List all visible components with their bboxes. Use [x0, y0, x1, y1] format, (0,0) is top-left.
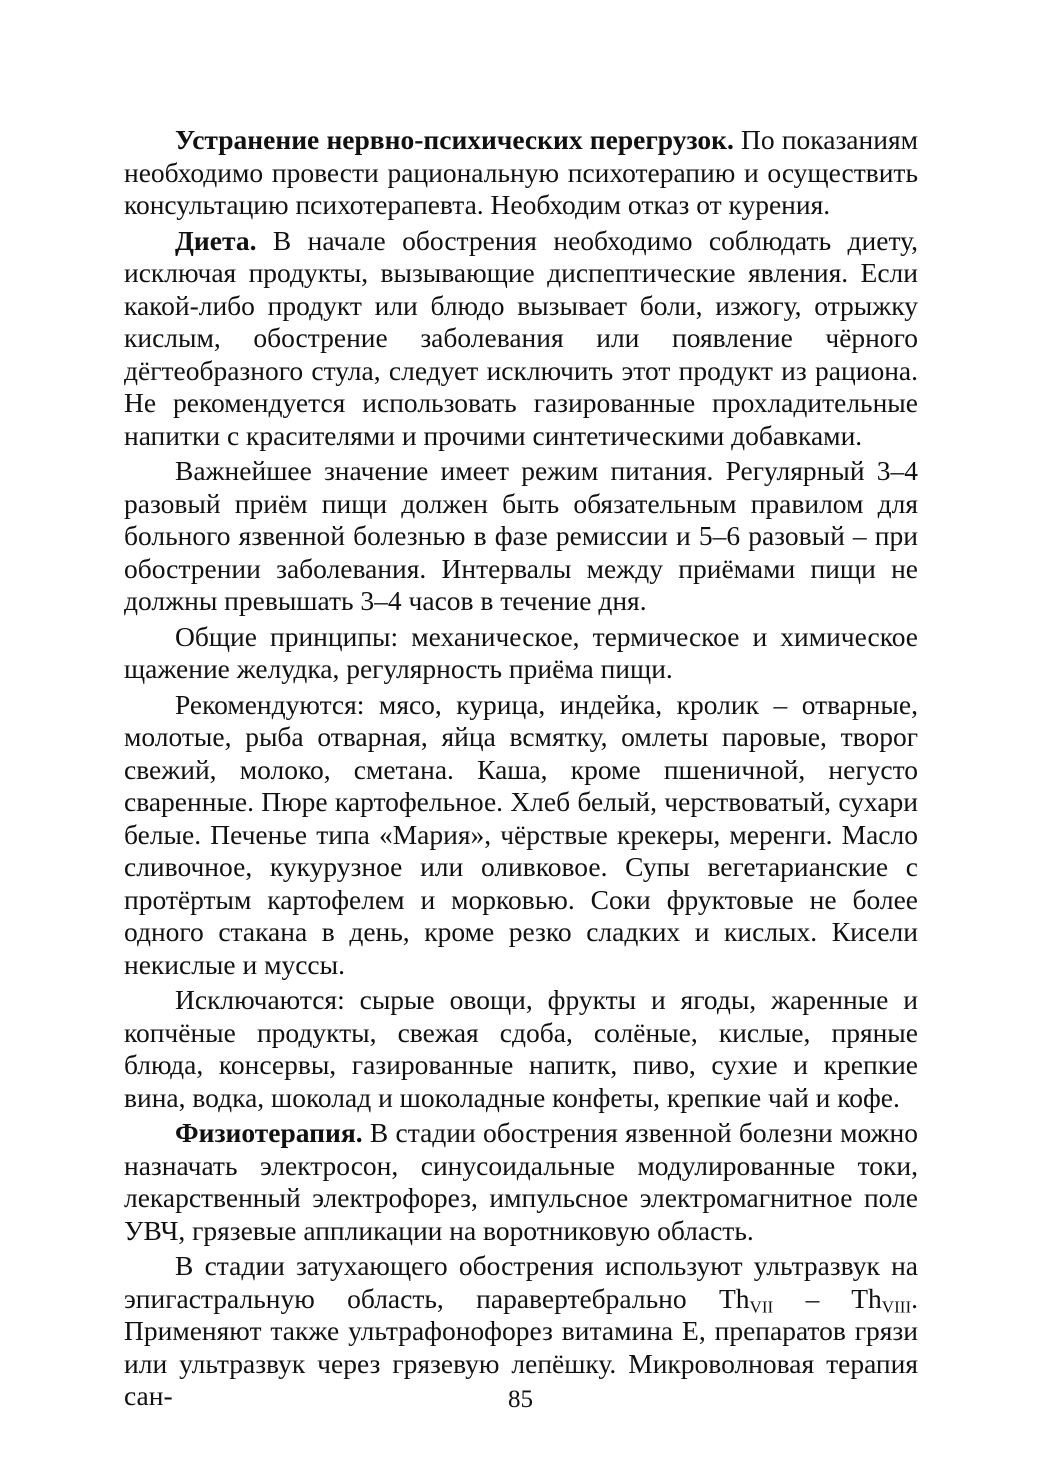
text-subsiding-part-2: – Th	[773, 1282, 882, 1314]
page-body	[124, 124, 918, 1413]
heading-nervous-overload: Устранение нервно-психических перегрузок.	[175, 124, 734, 155]
text-subsiding-part-3: . Применяют также ультрафонофорез витамина Е, препаратов грязи или ультразвук через грязевую лепёшку. Микроволновая терапия сан-	[124, 1282, 918, 1411]
text-nervous-overload: По показаниям необходимо провести рациональную психотерапию и осуществить консультацию психотерапевта. Необходим отказ от курения.	[124, 124, 918, 220]
subscript-vii: VII	[749, 1296, 774, 1316]
text-general-principles: Общие принципы: механическое, термическое и химическое щажение желудка, регулярность приёма пищи.	[124, 620, 918, 684]
heading-diet: Диета.	[175, 224, 257, 256]
text-subsiding-part-1: В стадии затухающего обострения используют ультразвук на эпигастральную область, паравертебрально Th	[124, 1250, 918, 1314]
paragraph-nervous-overload	[124, 124, 918, 222]
paragraph-recommended-foods	[124, 689, 918, 982]
paragraph-physiotherapy	[124, 1117, 918, 1247]
text-recommended-foods: Рекомендуются: мясо, курица, индейка, кролик – отварные, молотые, рыба отварная, яйца всмятку, омлеты паровые, творог свежий, молоко, сметана. Каша, кроме пшеничной, негусто сваренные. Пюре картофельное. Хлеб белый, черствоватый, сухари белые. Печенье типа «Мария», чёрствые крекеры, меренги. Масло сливочное, кукурузное или оливковое. Супы вегетарианские с протёртым картофелем и морковью. Соки фруктовые не более одного стакана в день, кроме резко сладких и кислых. Кисели некислые и муссы.	[124, 688, 918, 980]
paragraph-excluded-foods	[124, 984, 918, 1114]
text-diet: В начале обострения необходимо соблюдать диету, исключая продукты, вызывающие диспептические явления. Если какой-либо продукт или блюдо вызывает боли, изжогу, отрыжку кислым, обострение заболевания или появление чёрного дёгтеобразного стула, следует исключить этот продукт из рациона. Не рекомендуется использовать газированные прохладительные напитки с красителями и прочими синтетическими добавками.	[124, 224, 918, 451]
text-eating-regime: Важнейшее значение имеет режим питания. Регулярный 3–4 разовый приём пищи должен быть обязательным правилом для больного язвенной болезнью в фазе ремиссии и 5–6 разовый – при обострении заболевания. Интервалы между приёмами пищи не должны превышать 3–4 часов в течение дня.	[124, 455, 918, 616]
paragraph-eating-regime	[124, 455, 918, 618]
subscript-viii: VIII	[881, 1296, 912, 1316]
text-physiotherapy: В стадии обострения язвенной болезни можно назначать электросон, синусоидальные модулированные токи, лекарственный электрофорез, импульсное электромагнитное поле УВЧ, грязевые аппликации на воротниковую область.	[124, 1117, 918, 1246]
paragraph-general-principles	[124, 621, 918, 686]
text-excluded-foods: Исключаются: сырые овощи, фрукты и ягоды, жаренные и копчёные продукты, свежая сдоба, солёные, кислые, пряные блюда, консервы, газированные напитк, пиво, сухие и крепкие вина, водка, шоколад и шоколадные конфеты, крепкие чай и кофе.	[124, 984, 918, 1113]
heading-physiotherapy: Физиотерапия.	[175, 1117, 363, 1148]
page-number: 85	[508, 1386, 533, 1413]
paragraph-diet	[124, 225, 918, 453]
